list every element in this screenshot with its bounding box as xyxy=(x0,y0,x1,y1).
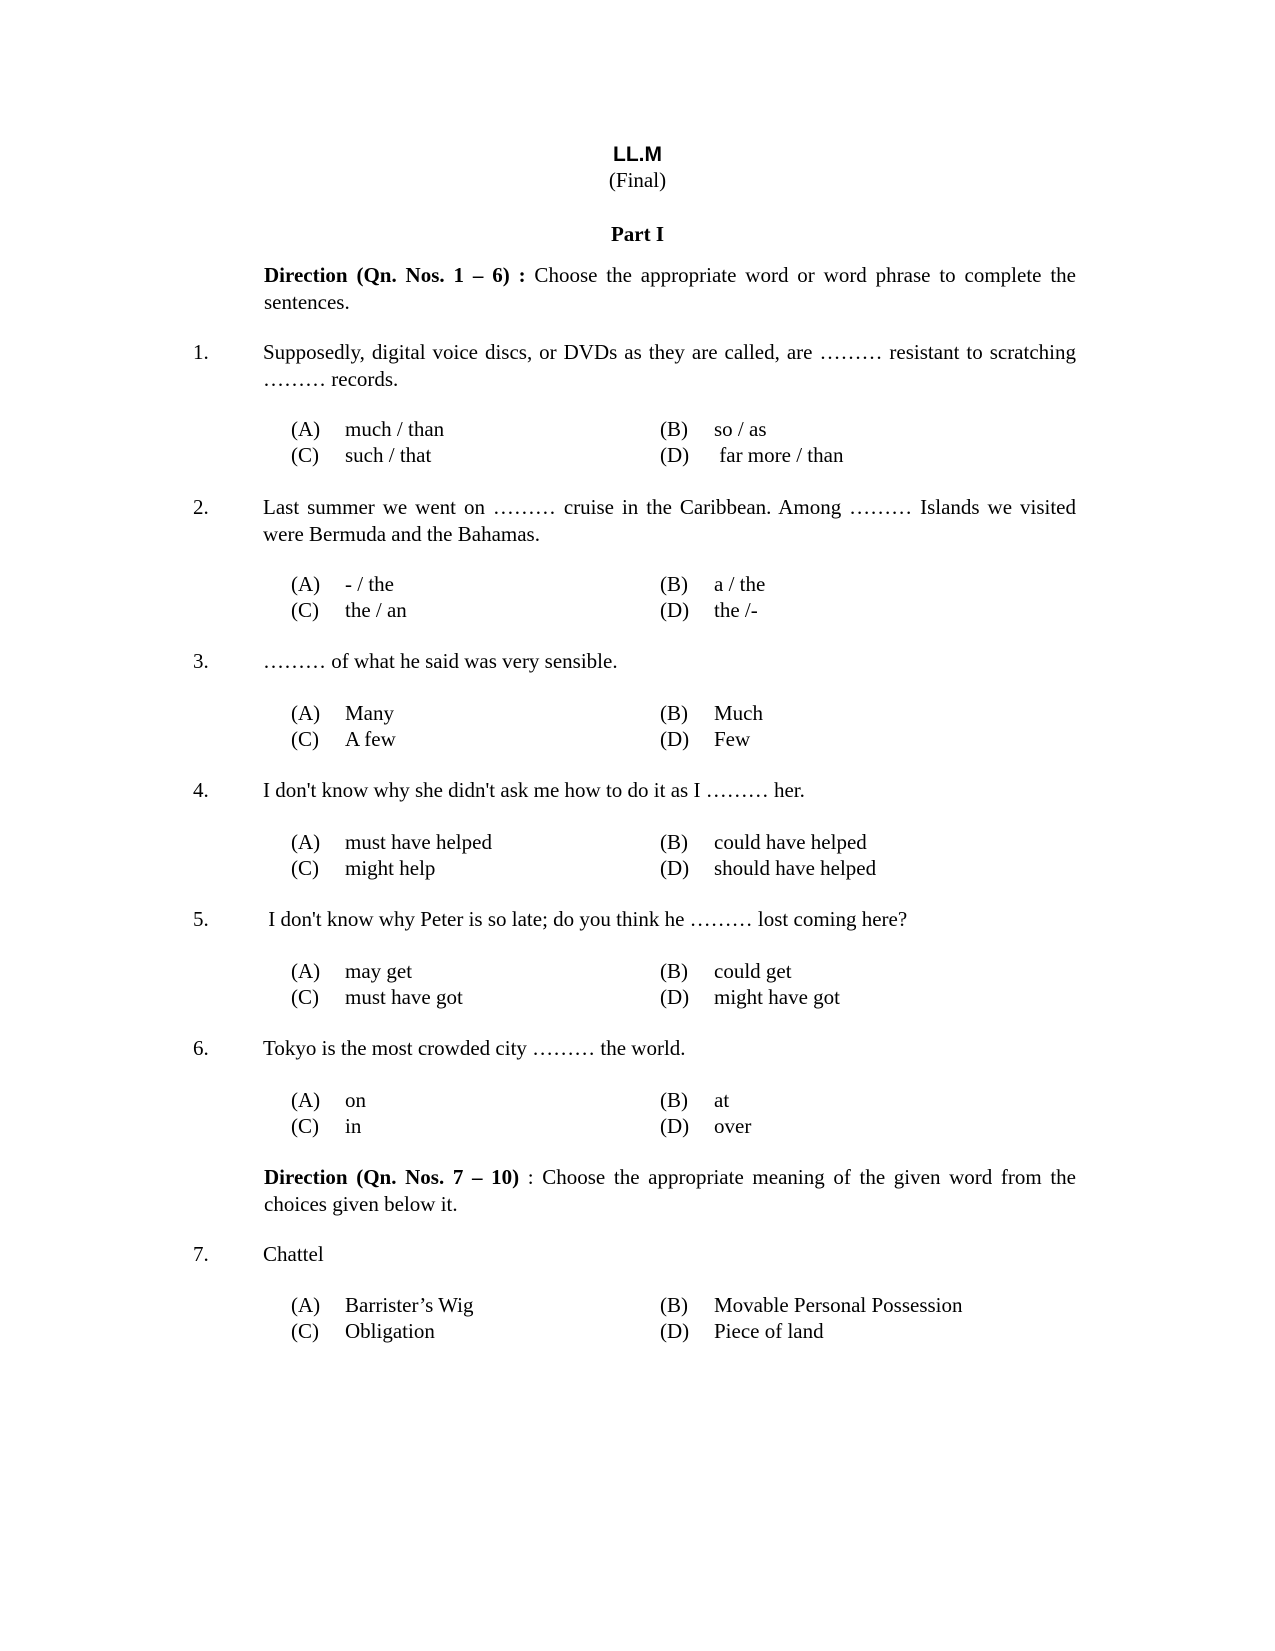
option-label: (C) xyxy=(291,598,319,622)
option-text: Much xyxy=(714,701,763,725)
direction-text: : Choose the appropriate meaning of the given word from the choices given below it. xyxy=(264,1165,1076,1216)
option-label: (D) xyxy=(660,598,690,622)
option-label: (B) xyxy=(660,959,688,983)
option-d xyxy=(660,1318,824,1345)
page-title: LL.M xyxy=(613,143,662,166)
question-number: 1. xyxy=(193,340,209,364)
option-label: (D) xyxy=(660,727,690,751)
option-a xyxy=(291,1292,473,1319)
question-number: 5. xyxy=(193,907,209,931)
option-b xyxy=(660,700,763,727)
option-text: may get xyxy=(345,959,413,983)
option-label: (C) xyxy=(291,443,319,467)
option-text: Obligation xyxy=(345,1319,435,1343)
option-d xyxy=(660,1113,751,1140)
option-text: over xyxy=(714,1114,752,1138)
option-label: (A) xyxy=(291,1088,321,1112)
option-text: Few xyxy=(714,727,751,751)
option-text: Barrister’s Wig xyxy=(345,1293,474,1317)
option-label: (D) xyxy=(660,1319,690,1343)
option-label: (C) xyxy=(291,1114,319,1138)
option-text: in xyxy=(345,1114,362,1138)
option-text: - / the xyxy=(345,572,394,596)
option-c xyxy=(291,597,407,624)
question-text: Last summer we went on ……… cruise in the Caribbean. Among ……… Islands we visited were Bermuda and the Bahamas. xyxy=(263,495,1076,546)
option-label: (A) xyxy=(291,701,321,725)
option-text: might have got xyxy=(714,985,840,1009)
option-label: (C) xyxy=(291,1319,319,1343)
option-label: (B) xyxy=(660,701,688,725)
option-b xyxy=(660,1292,963,1319)
option-c xyxy=(291,726,396,753)
option-label: (D) xyxy=(660,443,690,467)
direction-2 xyxy=(264,1164,1076,1218)
option-text: must have helped xyxy=(345,830,492,854)
question-text: Tokyo is the most crowded city ……… the world. xyxy=(263,1036,686,1060)
option-label: (B) xyxy=(660,830,688,854)
question-text: ……… of what he said was very sensible. xyxy=(263,649,618,673)
question-number: 3. xyxy=(193,649,209,673)
option-label: (A) xyxy=(291,830,321,854)
option-label: (C) xyxy=(291,856,319,880)
direction-label: Direction (Qn. Nos. 7 – 10) xyxy=(264,1165,520,1189)
option-label: (B) xyxy=(660,1088,688,1112)
option-a xyxy=(291,1087,366,1114)
direction-label: Direction (Qn. Nos. 1 – 6) : xyxy=(264,263,526,287)
option-d xyxy=(660,726,750,753)
option-c xyxy=(291,1318,435,1345)
direction-1 xyxy=(264,262,1076,316)
option-a xyxy=(291,571,394,598)
option-d xyxy=(660,442,843,469)
option-label: (A) xyxy=(291,572,321,596)
option-b xyxy=(660,958,792,985)
option-c xyxy=(291,855,435,882)
page-subtitle: (Final) xyxy=(608,168,667,192)
option-label: (D) xyxy=(660,856,690,880)
option-b xyxy=(660,829,867,856)
option-label: (B) xyxy=(660,572,688,596)
option-text: Many xyxy=(345,701,394,725)
option-b xyxy=(660,571,765,598)
option-text: the /- xyxy=(714,598,758,622)
option-label: (A) xyxy=(291,417,321,441)
option-text: could have helped xyxy=(714,830,867,854)
option-text: must have got xyxy=(345,985,463,1009)
option-label: (C) xyxy=(291,985,319,1009)
option-text: could get xyxy=(714,959,792,983)
option-a xyxy=(291,416,444,443)
question-text: Chattel xyxy=(263,1242,324,1266)
question-number: 6. xyxy=(193,1036,209,1060)
question-number: 2. xyxy=(193,495,209,519)
option-label: (C) xyxy=(291,727,319,751)
option-a xyxy=(291,958,412,985)
option-c xyxy=(291,442,431,469)
option-text: Movable Personal Possession xyxy=(714,1293,963,1317)
option-d xyxy=(660,597,758,624)
question-number: 7. xyxy=(193,1242,209,1266)
option-text: so / as xyxy=(714,417,767,441)
option-label: (D) xyxy=(660,1114,690,1138)
option-a xyxy=(291,829,492,856)
option-label: (B) xyxy=(660,1293,688,1317)
direction-text: Choose the appropriate word or word phrase to complete the sentences. xyxy=(264,263,1076,314)
option-text: the / an xyxy=(345,598,407,622)
part-heading: Part I xyxy=(610,222,665,246)
option-text: on xyxy=(345,1088,366,1112)
option-text: a / the xyxy=(714,572,766,596)
option-text: such / that xyxy=(345,443,432,467)
option-c xyxy=(291,984,463,1011)
question-text: Supposedly, digital voice discs, or DVDs as they are called, are ……… resistant to scratching ……… records. xyxy=(263,340,1076,391)
option-label: (A) xyxy=(291,1293,321,1317)
option-label: (A) xyxy=(291,959,321,983)
option-a xyxy=(291,700,394,727)
question-number: 4. xyxy=(193,778,209,802)
option-d xyxy=(660,855,876,882)
option-text: should have helped xyxy=(714,856,877,880)
option-d xyxy=(660,984,840,1011)
option-text: much / than xyxy=(345,417,445,441)
option-text: A few xyxy=(345,727,396,751)
option-text: might help xyxy=(345,856,436,880)
option-text: Piece of land xyxy=(714,1319,824,1343)
option-c xyxy=(291,1113,361,1140)
option-label: (B) xyxy=(660,417,688,441)
option-label: (D) xyxy=(660,985,690,1009)
option-text: at xyxy=(714,1088,730,1112)
question-text: I don't know why she didn't ask me how to do it as I ……… her. xyxy=(263,778,805,802)
option-text: far more / than xyxy=(714,443,844,467)
option-b xyxy=(660,1087,729,1114)
option-b xyxy=(660,416,767,443)
question-text: I don't know why Peter is so late; do you think he ……… lost coming here? xyxy=(263,907,908,931)
